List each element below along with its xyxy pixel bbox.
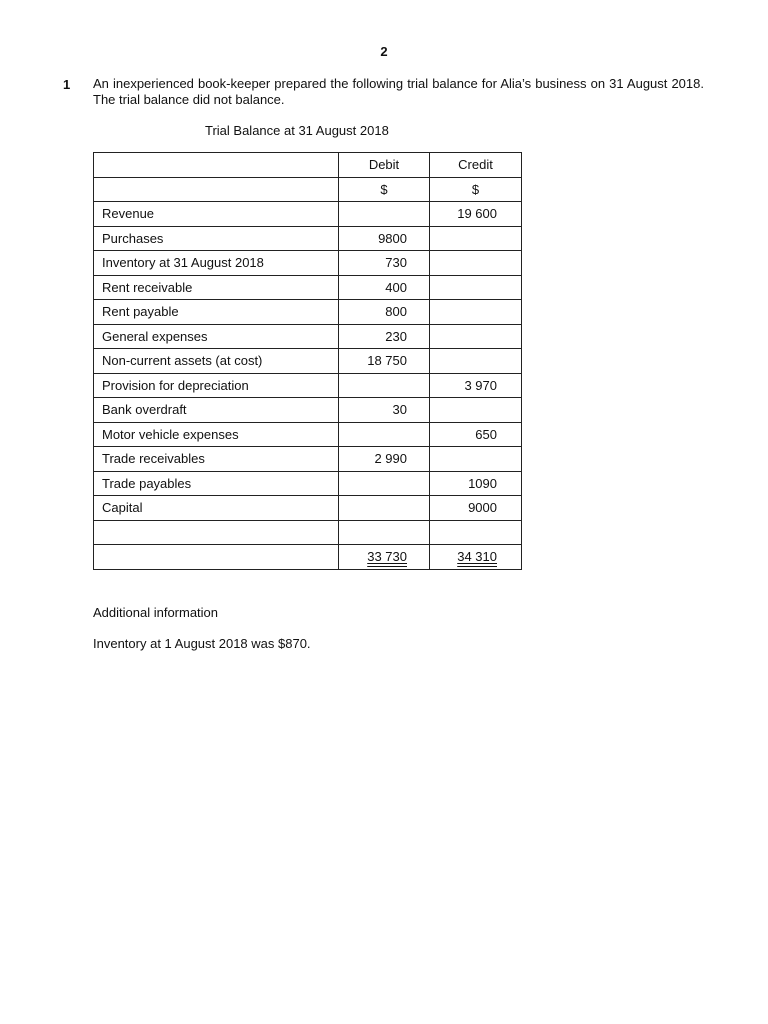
header-blank-cell xyxy=(94,153,339,178)
debit-amount: 730 xyxy=(339,251,430,276)
debit-amount: 230 xyxy=(339,324,430,349)
account-name: Rent payable xyxy=(94,300,339,325)
credit-amount xyxy=(430,275,522,300)
debit-amount: 800 xyxy=(339,300,430,325)
account-name: Motor vehicle expenses xyxy=(94,422,339,447)
account-name: Capital xyxy=(94,496,339,521)
table-row xyxy=(94,324,522,349)
debit-amount: 18 750 xyxy=(339,349,430,374)
trial-balance-table xyxy=(93,152,522,570)
table-row xyxy=(94,349,522,374)
credit-amount: 19 600 xyxy=(430,202,522,227)
account-name: Bank overdraft xyxy=(94,398,339,423)
credit-total: 34 310 xyxy=(457,549,497,565)
account-name: Purchases xyxy=(94,226,339,251)
debit-amount xyxy=(339,422,430,447)
account-name: Rent receivable xyxy=(94,275,339,300)
question-text: An inexperienced book-keeper prepared the following trial balance for Alia’s business on 31 August 2018. The trial balance did not balance. xyxy=(93,76,704,107)
credit-amount: 3 970 xyxy=(430,373,522,398)
question-number: 1 xyxy=(63,77,71,92)
additional-info-heading: Additional information xyxy=(93,605,219,620)
credit-amount xyxy=(430,324,522,349)
debit-amount xyxy=(339,496,430,521)
table-row xyxy=(94,496,522,521)
debit-currency: $ xyxy=(339,177,430,202)
table-row xyxy=(94,226,522,251)
account-name: General expenses xyxy=(94,324,339,349)
table-row xyxy=(94,275,522,300)
debit-amount xyxy=(339,373,430,398)
debit-total-cell xyxy=(339,545,430,570)
credit-header: Credit xyxy=(430,153,522,178)
table-row xyxy=(94,447,522,472)
totals-label-cell xyxy=(94,545,339,570)
debit-amount xyxy=(339,202,430,227)
credit-amount: 1090 xyxy=(430,471,522,496)
table-row xyxy=(94,202,522,227)
trial-balance-title: Trial Balance at 31 August 2018 xyxy=(205,123,389,138)
debit-amount: 400 xyxy=(339,275,430,300)
header-row xyxy=(94,153,522,178)
currency-row xyxy=(94,177,522,202)
table-row xyxy=(94,300,522,325)
page-number: 2 xyxy=(380,44,388,59)
debit-amount: 9800 xyxy=(339,226,430,251)
credit-amount: 650 xyxy=(430,422,522,447)
currency-blank-cell xyxy=(94,177,339,202)
table-row xyxy=(94,471,522,496)
table-row xyxy=(94,422,522,447)
account-name: Provision for depreciation xyxy=(94,373,339,398)
account-name: Revenue xyxy=(94,202,339,227)
account-name: Trade receivables xyxy=(94,447,339,472)
debit-amount xyxy=(339,471,430,496)
credit-amount xyxy=(430,226,522,251)
table-row xyxy=(94,373,522,398)
account-name: Inventory at 31 August 2018 xyxy=(94,251,339,276)
credit-amount xyxy=(430,349,522,374)
table-row xyxy=(94,251,522,276)
totals-row xyxy=(94,545,522,570)
additional-info-text: Inventory at 1 August 2018 was $870. xyxy=(93,636,311,651)
credit-currency: $ xyxy=(430,177,522,202)
debit-header: Debit xyxy=(339,153,430,178)
credit-amount xyxy=(430,300,522,325)
debit-total: 33 730 xyxy=(367,549,407,565)
account-name: Non-current assets (at cost) xyxy=(94,349,339,374)
credit-total-cell xyxy=(430,545,522,570)
table-row xyxy=(94,398,522,423)
credit-amount xyxy=(430,251,522,276)
account-name: Trade payables xyxy=(94,471,339,496)
debit-amount: 30 xyxy=(339,398,430,423)
credit-amount xyxy=(430,447,522,472)
credit-amount xyxy=(430,398,522,423)
debit-amount: 2 990 xyxy=(339,447,430,472)
blank-row xyxy=(94,520,522,545)
credit-amount: 9000 xyxy=(430,496,522,521)
